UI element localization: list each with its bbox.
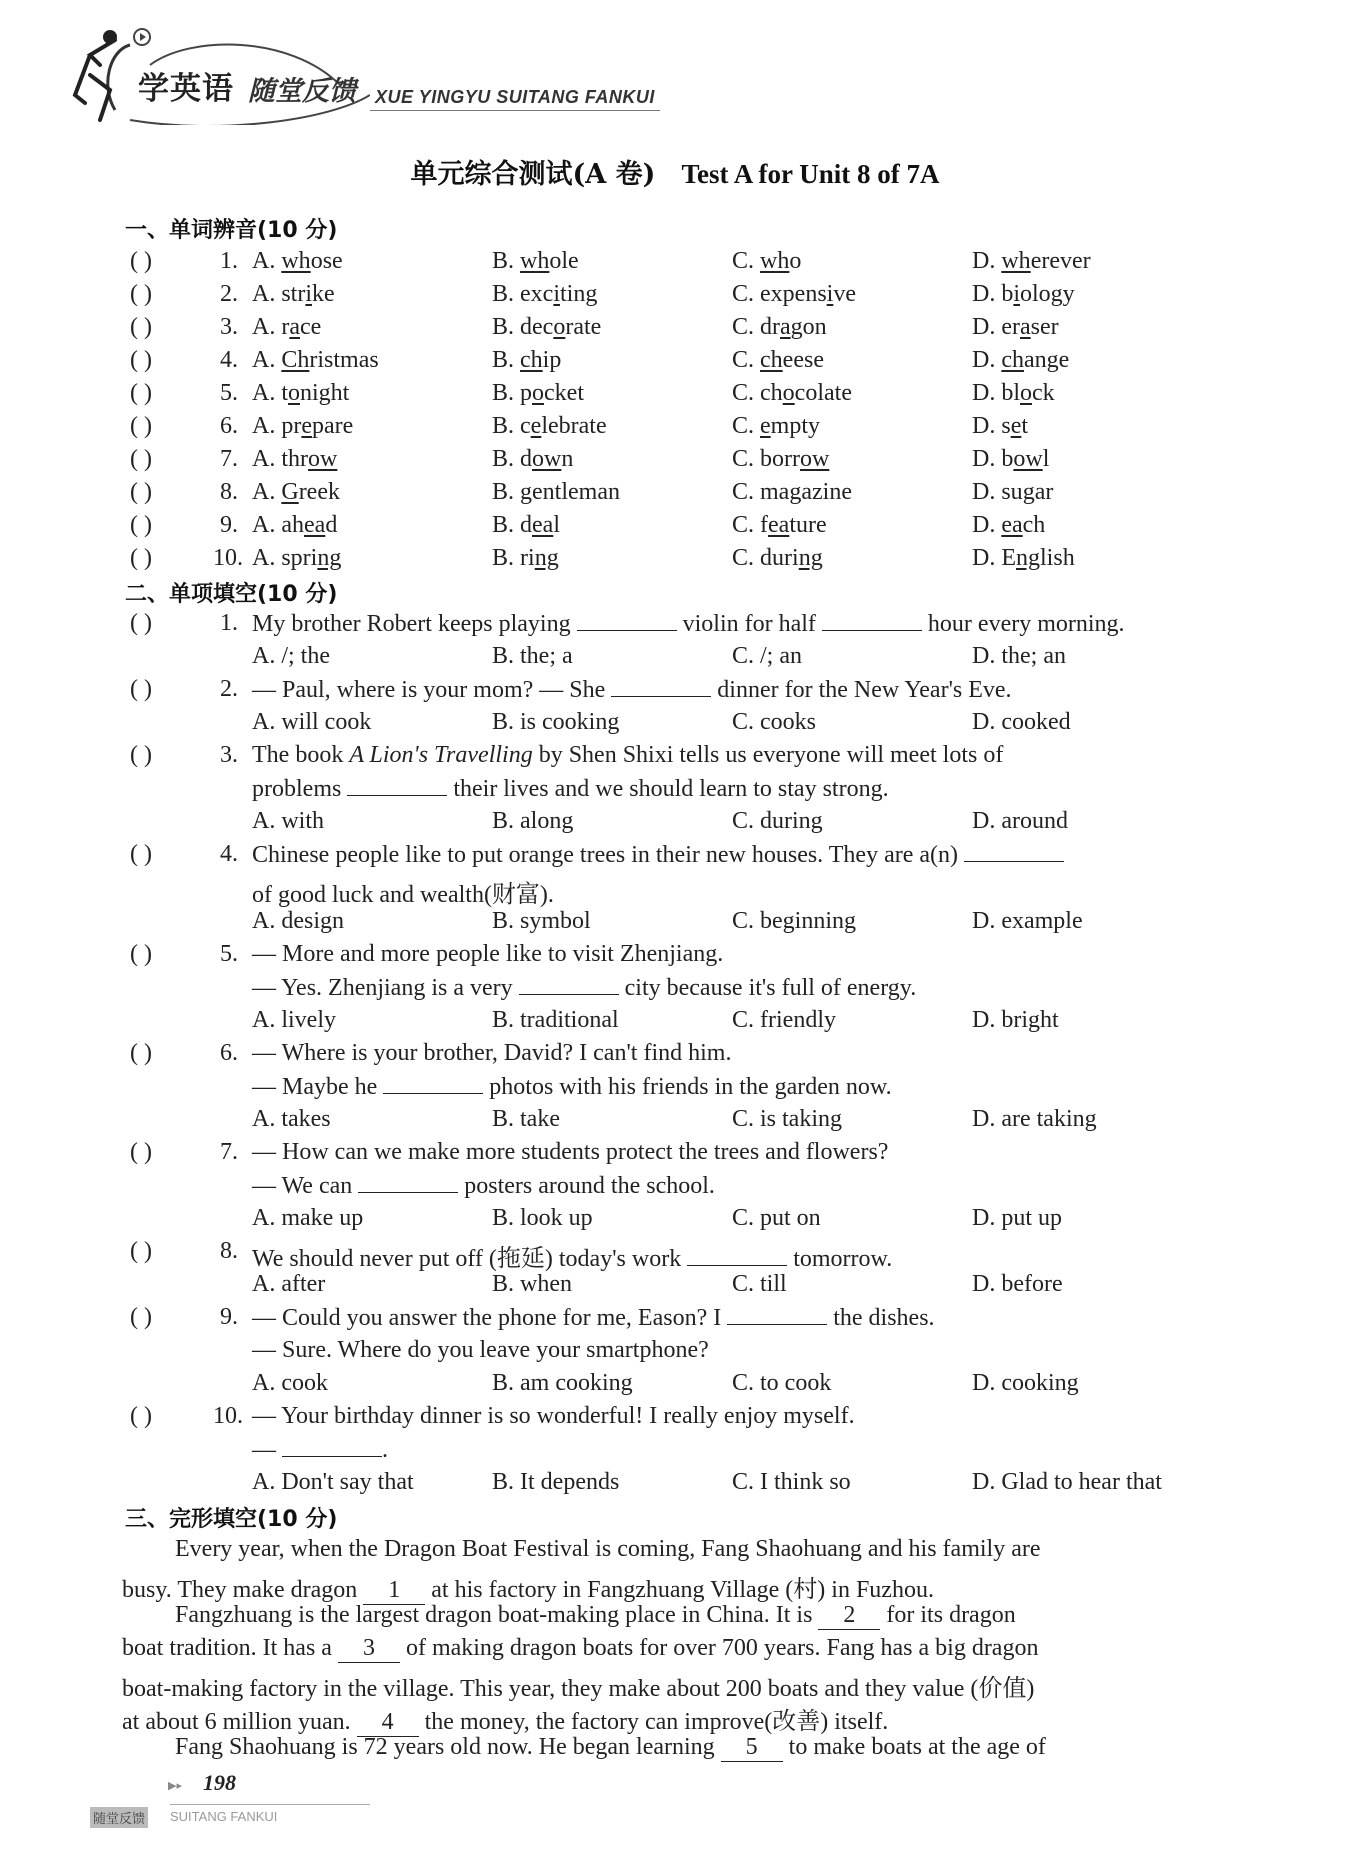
question-row (0, 1238, 1350, 1272)
option-d: D. put up (972, 1205, 1062, 1231)
option-b: B. exciting (492, 281, 598, 307)
blank (577, 610, 677, 631)
option-b: B. is cooking (492, 709, 620, 735)
option-word: chip (520, 347, 562, 373)
option-word: magazine (760, 479, 852, 505)
question-row (0, 941, 1350, 971)
option-a: A. Greek (252, 479, 340, 505)
option-b: B. chip (492, 347, 562, 373)
option-a: A. lively (252, 1007, 336, 1033)
option-b: B. whole (492, 248, 579, 274)
option-word: empty (760, 413, 821, 439)
option-b: B. the; a (492, 643, 573, 669)
option-d: D. sugar (972, 479, 1054, 505)
option-a: A. spring (252, 545, 342, 571)
answer-bracket[interactable]: ( ) (130, 676, 152, 702)
question-row (0, 1304, 1350, 1334)
question-number: 9. (220, 512, 238, 538)
option-d: D. change (972, 347, 1070, 373)
blank (383, 1073, 483, 1094)
footer-en: SUITANG FANKUI (170, 1809, 278, 1824)
options-row (0, 1205, 1350, 1235)
options-row (0, 808, 1350, 838)
option-d: D. biology (972, 281, 1075, 307)
option-c: C. cheese (732, 347, 824, 373)
question-number: 4. (220, 841, 238, 867)
option-c: C. who (732, 248, 802, 274)
brand-en: XUE YINGYU SUITANG FANKUI (375, 87, 655, 107)
answer-bracket[interactable]: ( ) (130, 446, 152, 472)
answer-bracket[interactable]: ( ) (130, 248, 152, 274)
option-word: bowl (1001, 446, 1050, 472)
phonics-row (0, 248, 1350, 278)
answer-bracket[interactable]: ( ) (130, 1304, 152, 1330)
phonics-row (0, 281, 1350, 311)
option-d: D. the; an (972, 643, 1066, 669)
option-c: C. feature (732, 512, 827, 538)
question-row (0, 1040, 1350, 1070)
option-word: throw (281, 446, 338, 472)
option-c: C. magazine (732, 479, 852, 505)
question-text: — Where is your brother, David? I can't find him. (252, 1040, 732, 1066)
question-number: 8. (220, 1238, 238, 1264)
question-row (0, 742, 1350, 772)
option-word: whole (520, 248, 579, 274)
blank (822, 610, 922, 631)
brand-cn: 学英语 (138, 71, 234, 107)
option-d: D. set (972, 413, 1029, 439)
options-row (0, 1469, 1350, 1499)
phonics-row (0, 413, 1350, 443)
blank (611, 676, 711, 697)
phonics-row (0, 314, 1350, 344)
option-a: A. Christmas (252, 347, 379, 373)
option-c: C. expensive (732, 281, 856, 307)
phonics-row (0, 347, 1350, 377)
options-row (0, 709, 1350, 739)
option-word: down (520, 446, 574, 472)
blank (687, 1245, 787, 1266)
option-a: A. strike (252, 281, 335, 307)
blank (964, 841, 1064, 862)
phonics-row (0, 479, 1350, 509)
option-b: B. ring (492, 545, 559, 571)
option-word: whose (281, 248, 343, 274)
header-divider (370, 110, 660, 111)
option-word: English (1001, 545, 1075, 571)
option-c: C. is taking (732, 1106, 843, 1132)
answer-bracket[interactable]: ( ) (130, 479, 152, 505)
question-row-continued: — Yes. Zhenjiang is a very city because it's full of energy. (252, 975, 917, 1001)
option-d: D. cooking (972, 1370, 1079, 1396)
option-b: B. pocket (492, 380, 584, 406)
option-word: race (281, 314, 322, 340)
options-row (0, 908, 1350, 938)
option-a: A. takes (252, 1106, 331, 1132)
option-d: D. example (972, 908, 1083, 934)
question-number: 1. (220, 610, 238, 636)
question-row-continued: of good luck and wealth(财富). (252, 882, 554, 908)
answer-bracket[interactable]: ( ) (130, 1040, 152, 1066)
option-word: set (1001, 413, 1029, 439)
option-b: B. symbol (492, 908, 591, 934)
option-a: A. tonight (252, 380, 350, 406)
question-number: 6. (220, 413, 238, 439)
option-b: B. celebrate (492, 413, 607, 439)
question-number: 1. (220, 248, 238, 274)
option-word: feature (760, 512, 827, 538)
question-number: 4. (220, 347, 238, 373)
question-row-continued: — We can posters around the school. (252, 1173, 715, 1199)
passage-line: Fang Shaohuang is 72 years old now. He began learning 5 to make boats at the age of (175, 1734, 1046, 1760)
option-word: deal (520, 512, 560, 538)
book-title: A Lion's Travelling (349, 742, 533, 768)
question-text: My brother Robert keeps playing violin for half hour every morning. (252, 611, 1125, 637)
options-row (0, 1106, 1350, 1136)
option-b: B. look up (492, 1205, 593, 1231)
option-word: Greek (281, 479, 340, 505)
page-footer (90, 1770, 390, 1850)
passage-line: at about 6 million yuan. 4 the money, the factory can improve(改善) itself. (122, 1709, 889, 1735)
option-c: C. friendly (732, 1007, 836, 1033)
option-word: dragon (760, 314, 827, 340)
option-d: D. around (972, 808, 1068, 834)
question-text: The book A Lion's Travelling by Shen Shixi tells us everyone will meet lots of (252, 742, 1004, 768)
cloze-blank-1[interactable]: 1 (363, 1577, 425, 1605)
option-b: B. decorate (492, 314, 602, 340)
option-word: spring (281, 545, 342, 571)
option-c: C. empty (732, 413, 821, 439)
option-d: D. English (972, 545, 1075, 571)
footer-divider (170, 1804, 370, 1805)
option-b: B. gentleman (492, 479, 620, 505)
option-c: C. during (732, 545, 823, 571)
option-d: D. Glad to hear that (972, 1469, 1162, 1495)
answer-bracket[interactable]: ( ) (130, 841, 152, 867)
options-row (0, 643, 1350, 673)
answer-bracket[interactable]: ( ) (130, 512, 152, 538)
option-a: A. race (252, 314, 322, 340)
option-b: B. down (492, 446, 574, 472)
option-a: A. cook (252, 1370, 328, 1396)
passage-line: boat tradition. It has a 3 of making dragon boats for over 700 years. Fang has a big dragon (122, 1635, 1039, 1661)
option-word: wherever (1001, 248, 1091, 274)
option-word: change (1001, 347, 1070, 373)
option-a: A. design (252, 908, 344, 934)
section-heading-3: 三、完形填空(10 分) (125, 1507, 338, 1532)
answer-bracket[interactable]: ( ) (130, 314, 152, 340)
question-text: — How can we make more students protect the trees and flowers? (252, 1139, 889, 1165)
question-row (0, 1403, 1350, 1433)
page-title (0, 152, 1350, 191)
answer-bracket[interactable]: ( ) (130, 610, 152, 636)
option-word: decorate (520, 314, 602, 340)
blank (519, 974, 619, 995)
question-row (0, 1139, 1350, 1169)
option-word: prepare (281, 413, 354, 439)
header-brand (70, 25, 660, 125)
cloze-blank-4[interactable]: 4 (357, 1709, 419, 1737)
option-a: A. Don't say that (252, 1469, 414, 1495)
option-d: D. bright (972, 1007, 1059, 1033)
option-a: A. ahead (252, 512, 338, 538)
question-row (0, 676, 1350, 706)
answer-bracket[interactable]: ( ) (130, 941, 152, 967)
option-word: borrow (760, 446, 830, 472)
option-b: B. take (492, 1106, 560, 1132)
option-a: A. make up (252, 1205, 364, 1231)
option-word: chocolate (760, 380, 852, 406)
option-a: A. whose (252, 248, 343, 274)
question-number: 5. (220, 380, 238, 406)
option-c: C. during (732, 808, 823, 834)
question-text: — More and more people like to visit Zhenjiang. (252, 941, 724, 967)
option-d: D. are taking (972, 1106, 1097, 1132)
option-c: C. till (732, 1271, 787, 1297)
title-en: Test A for Unit 8 of 7A (681, 159, 940, 189)
phonics-row (0, 380, 1350, 410)
options-row (0, 1007, 1350, 1037)
question-number: 10. (213, 1403, 243, 1429)
phonics-row (0, 545, 1350, 575)
question-row-continued: — Maybe he photos with his friends in the garden now. (252, 1074, 892, 1100)
option-word: tonight (281, 380, 350, 406)
answer-bracket[interactable]: ( ) (130, 413, 152, 439)
answer-bracket[interactable]: ( ) (130, 1238, 152, 1264)
option-word: ahead (281, 512, 338, 538)
option-word: eraser (1001, 314, 1059, 340)
option-word: who (760, 248, 802, 274)
question-row-continued: — Sure. Where do you leave your smartphone? (252, 1337, 709, 1363)
answer-bracket[interactable]: ( ) (130, 1139, 152, 1165)
option-c: C. dragon (732, 314, 827, 340)
passage-line: Every year, when the Dragon Boat Festival is coming, Fang Shaohuang and his family are (175, 1536, 1041, 1562)
option-d: D. block (972, 380, 1055, 406)
blank (282, 1436, 382, 1457)
option-c: C. beginning (732, 908, 856, 934)
question-row-continued: problems their lives and we should learn to stay strong. (252, 776, 889, 802)
footer-cn: 随堂反馈 (90, 1807, 148, 1828)
option-d: D. before (972, 1271, 1063, 1297)
option-b: B. when (492, 1271, 572, 1297)
option-word: block (1001, 380, 1055, 406)
option-word: strike (281, 281, 335, 307)
answer-bracket[interactable]: ( ) (130, 1403, 152, 1429)
option-c: C. to cook (732, 1370, 832, 1396)
option-a: A. prepare (252, 413, 354, 439)
option-b: B. deal (492, 512, 560, 538)
question-number: 10. (213, 545, 243, 571)
option-word: celebrate (520, 413, 607, 439)
question-number: 8. (220, 479, 238, 505)
option-b: B. traditional (492, 1007, 619, 1033)
question-number: 3. (220, 742, 238, 768)
option-word: Christmas (281, 347, 379, 373)
option-word: during (760, 545, 823, 571)
section-heading-2: 二、单项填空(10 分) (125, 582, 338, 607)
option-b: B. It depends (492, 1469, 620, 1495)
brand-cn-sub: 随堂反馈 (248, 76, 356, 107)
question-row (0, 841, 1350, 871)
question-number: 7. (220, 1139, 238, 1165)
question-text: — Could you answer the phone for me, Eason? I the dishes. (252, 1305, 935, 1331)
cloze-blank-5[interactable]: 5 (721, 1734, 783, 1762)
question-text: — Your birthday dinner is so wonderful! I really enjoy myself. (252, 1403, 855, 1429)
question-row-continued: — . (252, 1437, 388, 1463)
option-c: C. borrow (732, 446, 830, 472)
passage-line: busy. They make dragon 1 at his factory in Fangzhuang Village (村) in Fuzhou. (122, 1577, 934, 1603)
cloze-blank-2[interactable]: 2 (818, 1602, 880, 1630)
question-row (0, 610, 1350, 640)
question-number: 6. (220, 1040, 238, 1066)
blank (358, 1172, 458, 1193)
question-number: 7. (220, 446, 238, 472)
option-d: D. bowl (972, 446, 1050, 472)
option-word: cheese (760, 347, 824, 373)
option-c: C. chocolate (732, 380, 852, 406)
question-number: 3. (220, 314, 238, 340)
option-word: each (1001, 512, 1046, 538)
option-word: pocket (520, 380, 584, 406)
option-d: D. eraser (972, 314, 1059, 340)
option-a: A. after (252, 1271, 326, 1297)
option-c: C. put on (732, 1205, 821, 1231)
answer-bracket[interactable]: ( ) (130, 545, 152, 571)
passage-line: boat-making factory in the village. This year, they make about 200 boats and they value (价值) (122, 1676, 1035, 1702)
option-a: A. with (252, 808, 324, 834)
option-c: C. /; an (732, 643, 802, 669)
passage-line: Fangzhuang is the largest dragon boat-making place in China. It is 2 for its dragon (175, 1602, 1016, 1628)
options-row (0, 1271, 1350, 1301)
option-word: sugar (1001, 479, 1054, 505)
cloze-blank-3[interactable]: 3 (338, 1635, 400, 1663)
option-d: D. cooked (972, 709, 1071, 735)
option-c: C. I think so (732, 1469, 851, 1495)
question-text: — Paul, where is your mom? — She dinner for the New Year's Eve. (252, 677, 1012, 703)
question-number: 5. (220, 941, 238, 967)
answer-bracket[interactable]: ( ) (130, 347, 152, 373)
phonics-row (0, 512, 1350, 542)
question-text: Chinese people like to put orange trees in their new houses. They are a(n) (252, 841, 1064, 869)
question-text: We should never put off (拖延) today's work tomorrow. (252, 1246, 893, 1272)
blank (727, 1304, 827, 1325)
question-number: 9. (220, 1304, 238, 1330)
phonics-row (0, 446, 1350, 476)
answer-bracket[interactable]: ( ) (130, 281, 152, 307)
section-heading-1: 一、单词辨音(10 分) (125, 218, 338, 243)
option-word: biology (1001, 281, 1075, 307)
options-row (0, 1370, 1350, 1400)
option-d: D. wherever (972, 248, 1091, 274)
blank (347, 775, 447, 796)
option-word: expensive (760, 281, 856, 307)
option-b: B. along (492, 808, 574, 834)
option-word: ring (520, 545, 559, 571)
page-number: 198 (203, 1770, 236, 1795)
option-a: A. /; the (252, 643, 330, 669)
question-number: 2. (220, 281, 238, 307)
option-word: gentleman (520, 479, 620, 505)
option-a: A. will cook (252, 709, 372, 735)
title-cn: 单元综合测试(A 卷) (410, 159, 656, 190)
answer-bracket[interactable]: ( ) (130, 742, 152, 768)
answer-bracket[interactable]: ( ) (130, 380, 152, 406)
question-number: 2. (220, 676, 238, 702)
arrow-icon: ▶▸ (168, 1779, 182, 1792)
option-a: A. throw (252, 446, 338, 472)
option-d: D. each (972, 512, 1046, 538)
option-b: B. am cooking (492, 1370, 633, 1396)
option-word: exciting (520, 281, 598, 307)
option-c: C. cooks (732, 709, 816, 735)
